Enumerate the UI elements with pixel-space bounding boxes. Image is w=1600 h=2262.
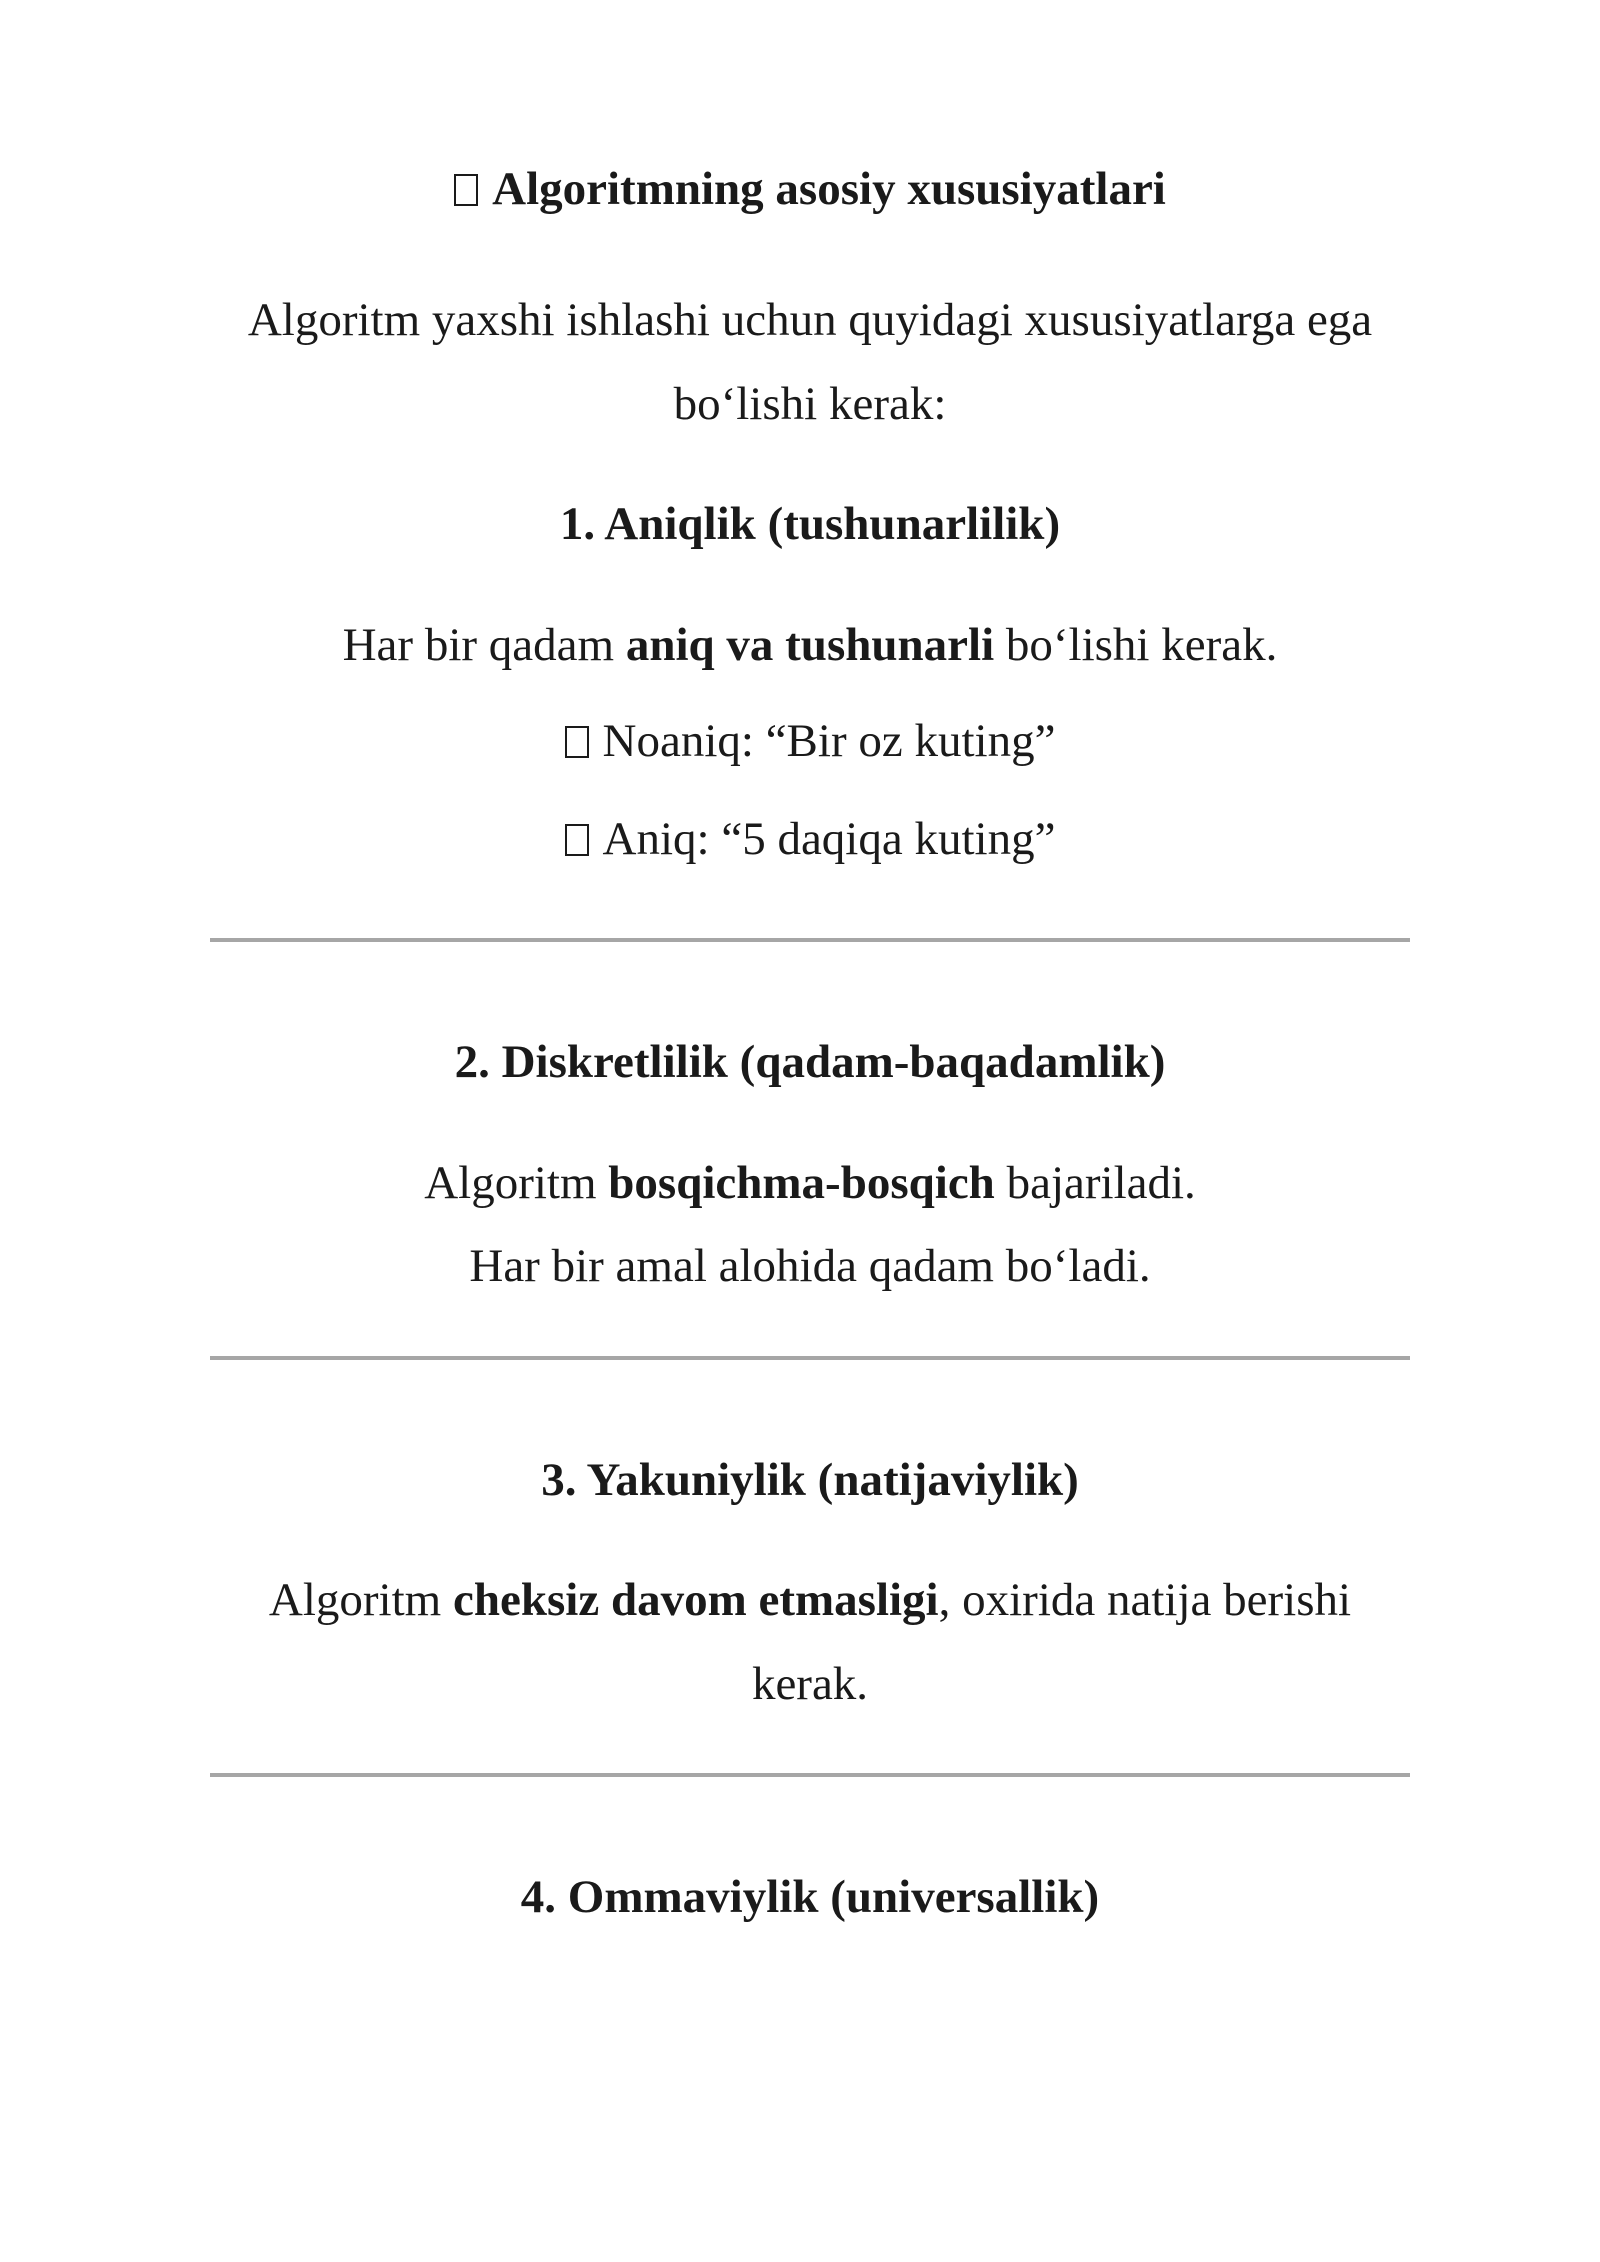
- section-text-1-bold: aniq va tushunarli: [625, 619, 995, 671]
- section-text-3-bold: cheksiz davom etmasligi: [452, 1574, 939, 1626]
- section-text-3-before: Algoritm: [268, 1574, 453, 1626]
- missing-glyph-icon: [565, 726, 589, 758]
- divider: [210, 1773, 1410, 1777]
- intro-line-2: bo‘lishi kerak:: [673, 378, 947, 430]
- page-title-text: Algoritmning asosiy xususiyatlari: [492, 163, 1166, 215]
- example-aniq-text: Aniq: “5 daqiqa kuting”: [602, 813, 1056, 865]
- section-text-3: [210, 1571, 1410, 1629]
- section-text-2-after: bajariladi.: [994, 1157, 1196, 1209]
- section-text-1-before: Har bir qadam: [342, 619, 626, 671]
- section-text-2-bold: bosqichma-bosqich: [608, 1157, 995, 1209]
- section-heading-2: 2. Diskretlilik (qadam-baqadamlik): [454, 1036, 1166, 1088]
- example-aniq: [210, 810, 1410, 868]
- intro-line-1: Algoritm yaxshi ishlashi uchun quyidagi xususiyatlarga ega: [247, 294, 1373, 346]
- section-heading-3: 3. Yakuniylik (natijaviylik): [541, 1454, 1079, 1506]
- section-text-1: [210, 616, 1410, 674]
- document-page: [210, 0, 1410, 2262]
- divider: [210, 1356, 1410, 1360]
- page-title: [210, 160, 1410, 218]
- section-text-3-after: , oxirida natija berishi: [938, 1574, 1352, 1626]
- example-noaniq-text: Noaniq: “Bir oz kuting”: [602, 715, 1056, 767]
- section-heading-1: 1. Aniqlik (tushunarlilik): [559, 498, 1061, 550]
- missing-glyph-icon: [565, 824, 589, 856]
- section-heading-4: 4. Ommaviylik (universallik): [520, 1871, 1100, 1923]
- section-text-2-line-2: Har bir amal alohida qadam bo‘ladi.: [469, 1240, 1151, 1292]
- example-noaniq: [210, 712, 1410, 770]
- section-text-2-before: Algoritm: [424, 1157, 609, 1209]
- divider: [210, 938, 1410, 942]
- section-text-3-line-2: kerak.: [751, 1658, 869, 1710]
- section-text-2: [210, 1154, 1410, 1212]
- section-text-1-after: bo‘lishi kerak.: [994, 619, 1278, 671]
- missing-glyph-icon: [454, 174, 478, 206]
